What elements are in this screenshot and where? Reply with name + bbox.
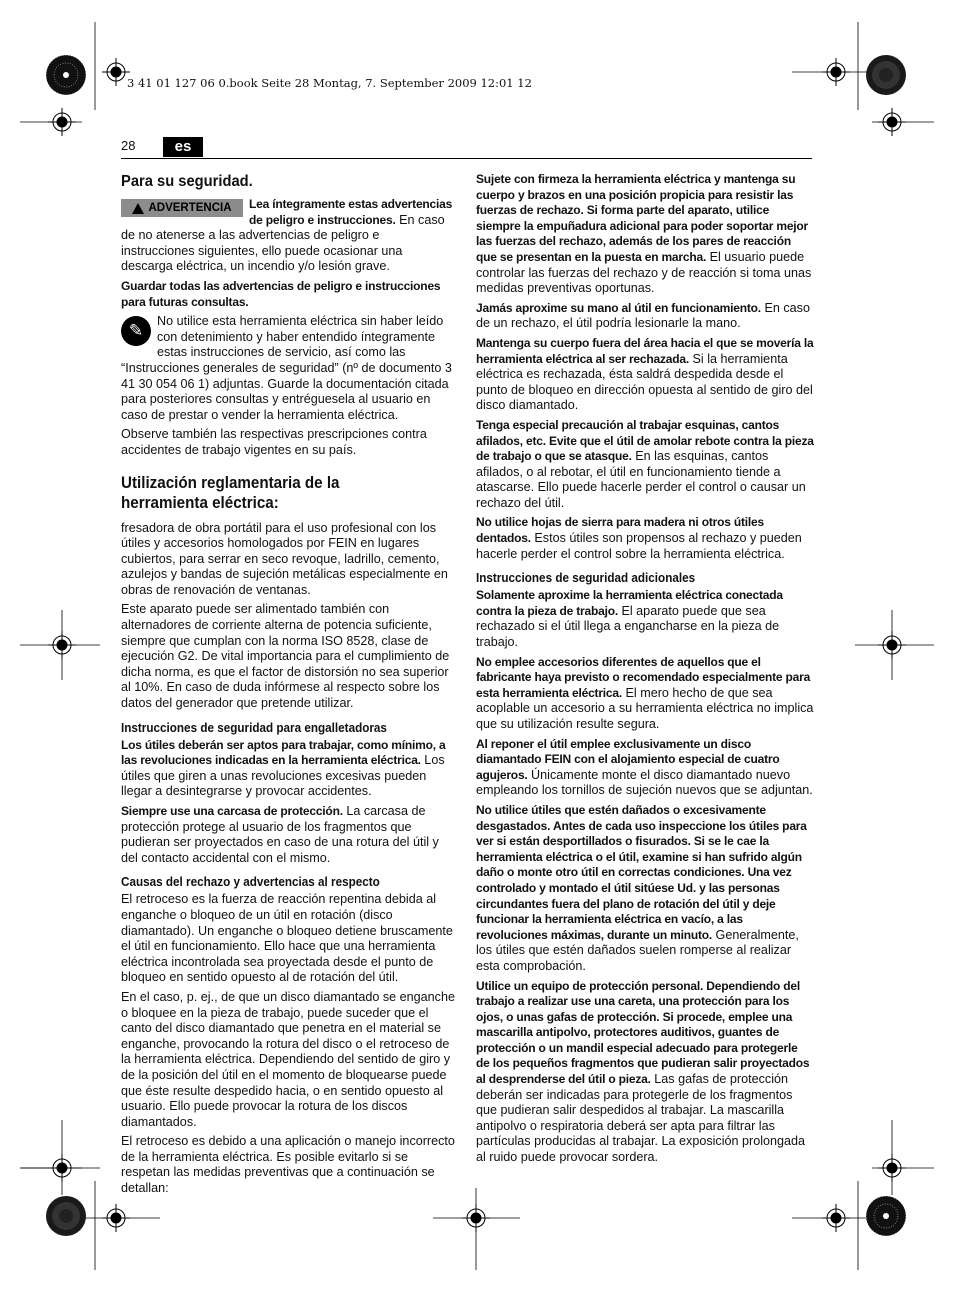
registration-mark-icon: [878, 631, 906, 659]
manual-text: No utilice esta herramienta eléctrica sin haber leído con detenimiento y haber entendido íntegramente estas instrucciones de servicio, así como las “Instrucciones generales de seguridad” (nº de documento 3 41 30 054 06 1) adjuntas. Guarde la documentación citada para posteriores consultas y entréguesela al usuario en caso de prestar o vender la herramienta eléctrica.: [121, 314, 452, 422]
registration-mark-icon: [822, 1204, 850, 1232]
registration-mark-icon: [822, 58, 850, 86]
warning-block: [121, 197, 456, 279]
right-column: [476, 172, 814, 1170]
kickback-paragraph-2: En el caso, p. ej., de que un disco diamantado se enganche o bloquee en la pieza de trabajo, puede suceder que el canto del disco diamantado que penetra en el material se enganche, provocando la rotura del disco o el retroceso de la herramienta eléctrica. Dependiendo del sentido de giro y de la posición del útil en el momento de bloquearse puede que éste resulte despedido hacia, o en sentido opuesto al usuario. Ello puede provocar la rotura de los discos diamantados.: [121, 989, 455, 1129]
slot-item-2: Siempre use una carcasa de protección. La carcasa de protección protege al usuario de los fragmentos que pudieran ser proyectados en caso de una rotura del útil y del contacto accidental con el mismo.: [121, 804, 439, 865]
additional-heading: Instrucciones de seguridad adicionales: [476, 570, 696, 586]
warning-label: ADVERTENCIA: [148, 202, 232, 214]
print-color-wheel-icon: [866, 1196, 906, 1236]
additional-item-4: No utilice útiles que estén dañados o excesivamente desgastados. Antes de cada uso inspeccione los útiles para ver si están desportillados o fisurados. Si se le cae la herramienta eléctrica o el útil, examine si han sufrido algún daño o monte otro útil en correctas condiciones. Una vez controlado y montado el útil sitúese Ud. y las personas circundantes fuera del plano de rotación del útil y deje funcionar la herramienta eléctrica en vacío, a las revoluciones máximas, durante un minuto. Generalmente, los útiles que estén dañados suelen romperse al realizar esta comprobación.: [476, 802, 807, 973]
kickback-paragraph-1: El retroceso es la fuerza de reacción repentina debida al enganche o bloqueo de un útil en rotación (disco diamantado). Un enganche o bloqueo detiene bruscamente el útil en funcionamiento. Ello hace que una herramienta eléctrica incontrolada sea proyectada desde el punto de bloqueo en sentido opuesto al de rotación del útil.: [121, 892, 453, 985]
additional-item-5: Utilice un equipo de protección personal. Dependiendo del trabajo a realizar use una careta, una protección para los ojos, o unas gafas de protección. Si procede, emplee una mascarilla antipolvo, protectores auditivos, guantes de protección o un mandil especial adecuado para protegerle de los pequeños fragmentos que pudieran salir proyectados al desprenderse del útil o pieza. Las gafas de protección deberán ser indicadas para protegerle de los fragmentos que pudieran salir despedidos al trabajar. La mascarilla antipolvo o respiratoria deberá ser apta para filtrar las partículas producidas al trabajar. La exposición prolongada al ruido puede provocar sordera.: [476, 978, 810, 1165]
keep-instructions: Guardar todas las advertencias de peligro e instrucciones para futuras consultas.: [121, 278, 441, 309]
kickback-paragraph-3: El retroceso es debido a una aplicación o manejo incorrecto de la herramienta eléctrica. Es posible evitarlo si se respetan las medidas preventivas que a continuación se detallan:: [121, 1134, 455, 1196]
additional-item-3: Al reponer el útil emplee exclusivamente un disco diamantado FEIN con el alojamiento especial de cuatro agujeros. Únicamente monte el disco diamantado nuevo empleando los tornillos de sujeción nuevos que se adjuntan.: [476, 736, 813, 798]
slot-heading: Instrucciones de seguridad para engalletadoras: [121, 719, 387, 735]
additional-item-1: Solamente aproxime la herramienta eléctrica conectada contra la pieza de trabajo. El aparato puede que sea rechazado si el útil llega a engancharse en la pieza de trabajo.: [476, 588, 783, 650]
manual-block: [121, 314, 456, 423]
warning-triangle-icon: [132, 203, 144, 214]
registration-mark-icon: [102, 1204, 130, 1232]
header-rule: [121, 158, 812, 159]
kickback-item-4: Tenga especial precaución al trabajar esquinas, cantos afilados, etc. Evite que el útil de amolar rebote contra la pieza de trabajo o que se atasque. En las esquinas, cantos afilados, o al rebotar, el útil en funcionamiento tiende a atascarse. Ello puede hacerle perder el control o causar un rechazo del útil.: [476, 417, 814, 510]
registration-mark-icon: [102, 58, 130, 86]
warning-text: Lea íntegramente estas advertencias de peligro e instrucciones. En caso de no atenerse a las advertencias de peligro e instrucciones siguientes, ello puede ocasionar una descarga eléctrica, un incendio y/o lesión grave.: [121, 197, 453, 274]
left-column: [121, 172, 456, 1201]
read-manual-icon: ✎: [121, 316, 151, 346]
kickback-heading: Causas del rechazo y advertencias al respecto: [121, 874, 380, 890]
page-number: 28: [121, 138, 136, 153]
registration-mark-icon: [878, 108, 906, 136]
kickback-item-3: Mantenga su cuerpo fuera del área hacia el que se movería la herramienta eléctrica al ser rechazada. Si la herramienta eléctrica es rechazada, ésta saldrá despedida desde el punto de bloqueo en dirección opuesta al sentido de giro del disco diamantado.: [476, 335, 814, 413]
registration-mark-icon: [48, 1154, 76, 1182]
use-heading: Utilización reglamentaria de la herramienta eléctrica:: [121, 473, 340, 512]
registration-mark-icon: [48, 631, 76, 659]
slot-item-1: Los útiles deberán ser aptos para trabajar, como mínimo, a las revoluciones indicadas en la herramienta eléctrica. Los útiles que giren a unas revoluciones excesivas pueden llegar a desintegrarse y provocar accidentes.: [121, 737, 446, 799]
registration-mark-icon: [462, 1204, 490, 1232]
additional-item-2: No emplee accesorios diferentes de aquellos que el fabricante haya previsto o recomendado especialmente para esta herramienta eléctrica. El mero hecho de que sea acoplable un accesorio a su herramienta eléctrica no implica que su utilización resulte segura.: [476, 654, 814, 731]
use-paragraph-2: Este aparato puede ser alimentado también con alternadores de corriente alterna de potencia suficiente, siempre que cumplan con la norma ISO 8528, clase de ejecución G2. De vital importancia para el cumplimiento de dicha norma, es que el factor de distorsión no sea superior al 10%. En caso de duda infórmese al respecto sobre los datos del generador que pretende utilizar.: [121, 602, 450, 711]
observe-text: Observe también las respectivas prescripciones contra accidentes de trabajo vigentes en su país.: [121, 427, 427, 457]
registration-mark-icon: [48, 108, 76, 136]
book-header: 3 41 01 127 06 0.book Seite 28 Montag, 7. September 2009 12:01 12: [127, 76, 532, 90]
kickback-item-5: No utilice hojas de sierra para madera ni otros útiles dentados. Estos útiles son propensos al rechazo y pueden hacerle perder el control sobre la herramienta eléctrica.: [476, 515, 802, 561]
language-tab: es: [163, 137, 203, 157]
kickback-item-1: Sujete con firmeza la herramienta eléctrica y mantenga su cuerpo y brazos en una posición propicia para resistir las fuerzas de rechazo. Si forma parte del aparato, utilice siempre la empuñadura adicional para poder soportar mejor las fuerzas del rechazo, además de los pares de reacción que se presentan en la puesta en marcha. El usuario puede controlar las fuerzas del rechazo y de reacción si toma unas medidas preventivas oportunas.: [476, 172, 812, 296]
print-color-wheel-icon: [46, 1196, 86, 1236]
kickback-item-2: Jamás aproxime su mano al útil en funcionamiento. En caso de un rechazo, el útil podría lesionarle la mano.: [476, 300, 810, 331]
section-title: Para su seguridad.: [121, 173, 253, 190]
print-color-wheel-icon: [866, 55, 906, 95]
use-paragraph-1: fresadora de obra portátil para el uso profesional con los útiles y accesorios homologados por FEIN en lugares cubiertos, para serrar en seco revoque, ladrillo, cemento, azulejos y bandas de sujeción metálicas especialmente en obras de renovación de ventanas.: [121, 520, 448, 597]
registration-mark-icon: [878, 1154, 906, 1182]
warning-badge: [121, 199, 243, 217]
print-color-wheel-icon: [46, 55, 86, 95]
